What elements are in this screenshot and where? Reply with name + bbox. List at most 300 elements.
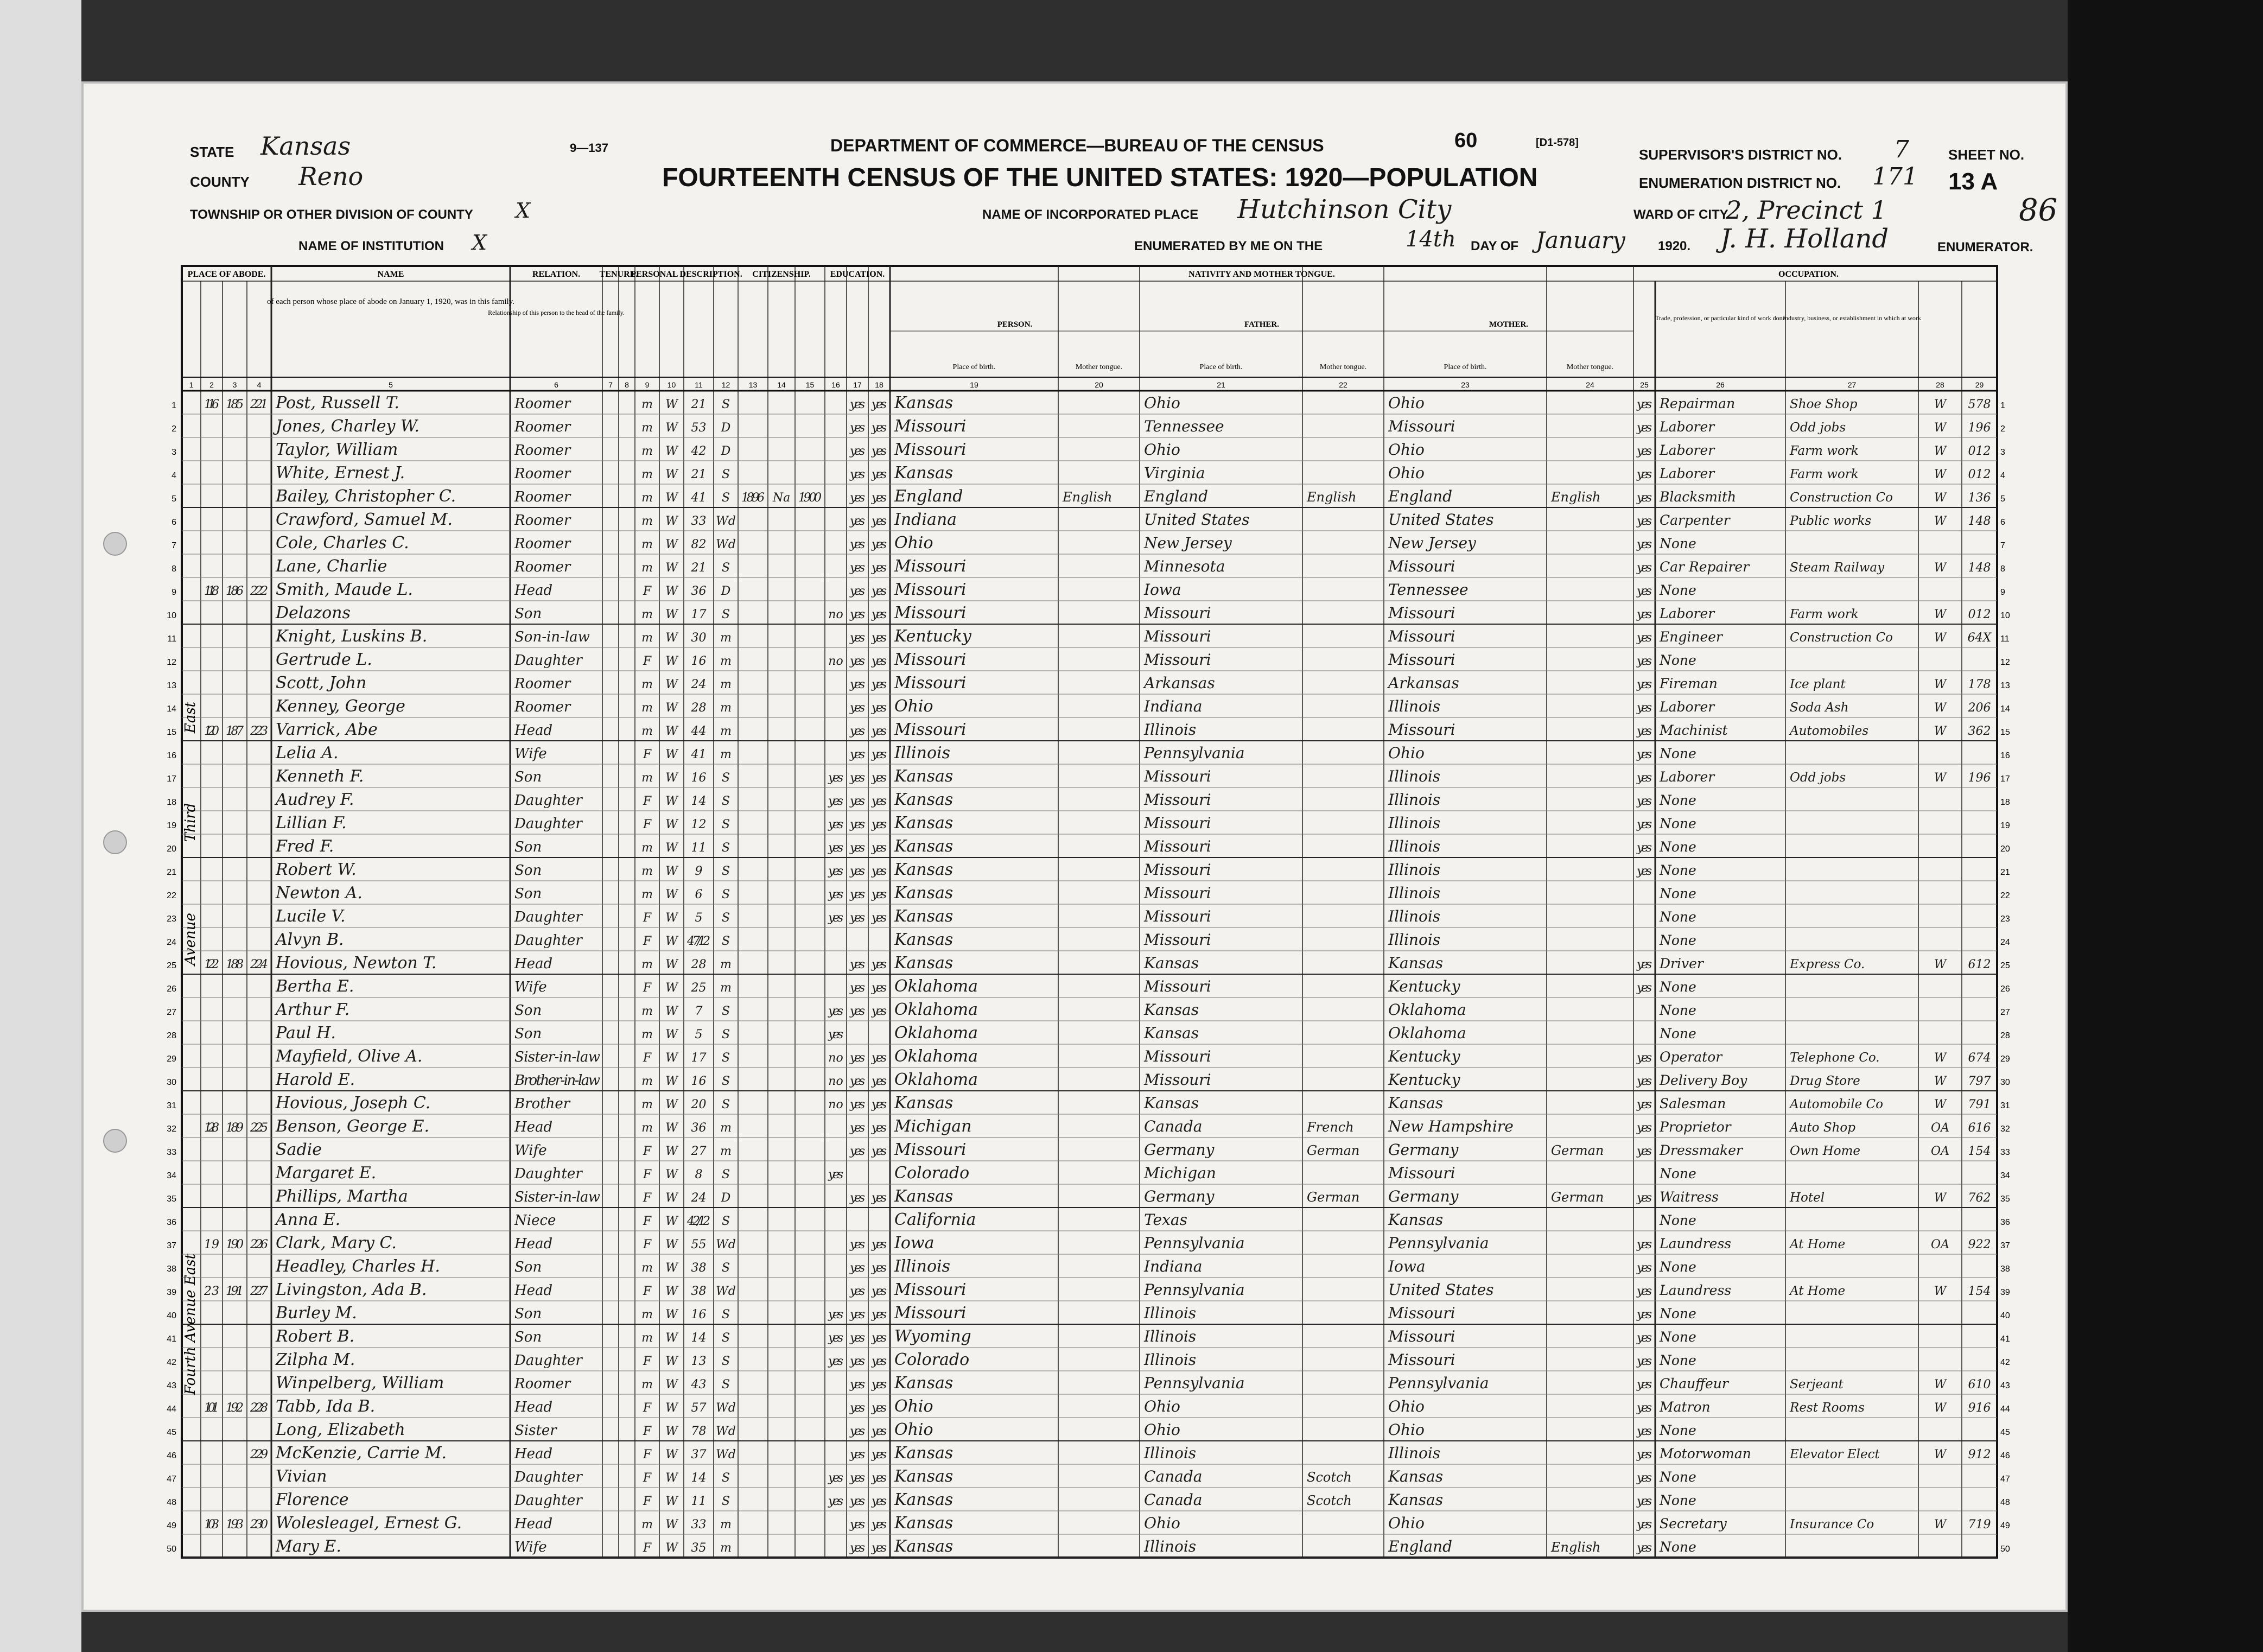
cell-birth: Illinois — [894, 1257, 951, 1276]
cell-birth: Illinois — [894, 744, 951, 763]
cell-industry: Soda Ash — [1790, 701, 1849, 715]
cell-age: 33 — [691, 514, 707, 528]
cell-sex: F — [643, 655, 652, 668]
cell-mbirth: Ohio — [1388, 441, 1425, 459]
cell-sex: F — [643, 1238, 652, 1251]
cell-birth: Iowa — [894, 1234, 935, 1253]
sheet-number-value: 13 A — [1948, 168, 1998, 195]
line-number: 41 — [2000, 1335, 2010, 1344]
cell-trade: None — [1660, 816, 1696, 831]
cell-age: 13 — [691, 1355, 707, 1368]
cell-relation: Daughter — [514, 1166, 582, 1182]
form-number: 9—137 — [570, 141, 608, 155]
state-label: STATE — [190, 144, 234, 160]
cell-age: 33 — [691, 1518, 707, 1532]
cell-trade: None — [1660, 886, 1696, 901]
cell-sex: m — [641, 841, 653, 855]
cell-school: yes — [828, 841, 843, 855]
cell-english: yes — [1637, 421, 1652, 435]
cell-trade: Repairman — [1660, 396, 1736, 411]
line-number: 41 — [167, 1335, 176, 1344]
cell-race: W — [665, 468, 678, 481]
cell-sex: m — [641, 1518, 653, 1532]
cell-english: yes — [1637, 701, 1652, 715]
cell-class: W — [1934, 1518, 1947, 1532]
cell-read: yes — [850, 1518, 865, 1532]
cell-mbirth: Missouri — [1388, 1351, 1455, 1369]
cell-sex: F — [643, 1425, 652, 1438]
cell-english: yes — [1637, 444, 1652, 458]
line-number: 1 — [171, 401, 176, 410]
cell-birth: Missouri — [894, 650, 967, 669]
cell-age: 11 — [691, 841, 707, 855]
cell-mbirth: Missouri — [1388, 651, 1455, 669]
line-number: 19 — [167, 821, 176, 830]
group-header-tenure: TENURE. — [599, 270, 638, 279]
cell-birth: Kansas — [894, 814, 953, 833]
cell-fbirth: Ohio — [1144, 441, 1180, 459]
cell-race: W — [665, 725, 678, 738]
cell-dwelling: 188 — [226, 958, 244, 971]
cell-school: yes — [828, 1308, 843, 1321]
cell-race: W — [665, 1448, 678, 1462]
cell-mbirth: Missouri — [1388, 721, 1455, 739]
cell-write: yes — [872, 748, 887, 761]
cell-relation: Head — [514, 1119, 553, 1135]
cell-mbirth: Kentucky — [1388, 1047, 1460, 1065]
cell-write: yes — [872, 538, 887, 551]
cell-sex: F — [643, 911, 652, 925]
cell-mbirth: Kansas — [1388, 1094, 1444, 1112]
cell-sex: F — [643, 795, 652, 808]
cell-name: Jones, Charley W. — [276, 417, 420, 436]
cell-english: yes — [1637, 795, 1652, 808]
line-number: 4 — [171, 471, 176, 480]
cell-write: yes — [872, 1051, 887, 1065]
cell-sex: F — [643, 1401, 652, 1415]
cell-name: Knight, Luskins B. — [276, 627, 428, 646]
cell-mbirth: Missouri — [1388, 1304, 1455, 1322]
cell-race: W — [665, 1495, 678, 1508]
cell-birth: Oklahoma — [894, 1000, 978, 1019]
cell-read: yes — [850, 841, 865, 855]
cell-trade: Laborer — [1660, 442, 1715, 458]
cell-trade: Machinist — [1660, 722, 1728, 738]
cell-relation: Daughter — [514, 816, 582, 832]
cell-fbirth: Missouri — [1144, 604, 1211, 622]
cell-sex: F — [643, 1191, 652, 1205]
cell-name: Varrick, Abe — [276, 720, 378, 739]
group-header-relation: RELATION. — [532, 270, 581, 279]
cell-class: OA — [1931, 1121, 1949, 1135]
cell-name: Kenney, George — [276, 697, 405, 716]
cell-race: W — [665, 818, 678, 831]
cell-marital: Wd — [716, 1401, 736, 1415]
year-label: 1920. — [1658, 239, 1691, 253]
institution-value: X — [472, 231, 487, 255]
cell-marital: m — [720, 1145, 732, 1158]
cell-english: yes — [1637, 818, 1652, 831]
cell-name: Bertha E. — [276, 977, 354, 996]
cell-marital: Wd — [716, 1238, 736, 1251]
cell-birth: Kansas — [894, 954, 953, 973]
cell-birth: Ohio — [894, 697, 933, 716]
cell-sex: F — [643, 584, 652, 598]
cell-write: yes — [872, 841, 887, 855]
cell-class: W — [1934, 1098, 1947, 1111]
cell-sex: F — [643, 935, 652, 948]
cell-trade: None — [1660, 1002, 1696, 1018]
cell-relation: Son — [514, 886, 542, 902]
cell-relation: Head — [514, 956, 553, 972]
cell-trade: Fireman — [1660, 676, 1718, 691]
line-number: 8 — [2000, 564, 2005, 574]
cell-birth: Missouri — [894, 557, 967, 576]
line-number: 49 — [167, 1521, 176, 1530]
line-number: 28 — [167, 1031, 176, 1040]
line-number: 17 — [167, 774, 176, 784]
cell-trade: Matron — [1660, 1399, 1711, 1415]
enumeration-district-value: 171 — [1872, 163, 1918, 190]
cell-english: yes — [1637, 1191, 1652, 1205]
cell-house: 23 — [204, 1285, 219, 1298]
cell-mbirth: Kansas — [1388, 1467, 1444, 1485]
cell-ftongue: Scotch — [1307, 1470, 1352, 1485]
line-number: 19 — [2000, 821, 2010, 830]
cell-code: 012 — [1968, 608, 1991, 621]
cell-write: yes — [872, 655, 887, 668]
cell-sex: m — [641, 514, 653, 528]
line-number: 47 — [2000, 1475, 2010, 1484]
cell-english: yes — [1637, 1098, 1652, 1111]
cell-read: yes — [850, 608, 865, 621]
sub-header-mother: MOTHER. — [1489, 320, 1529, 329]
cell-write: yes — [872, 1098, 887, 1111]
enumeration-district-label: ENUMERATION DISTRICT NO. — [1639, 175, 1841, 191]
cell-mbirth: Ohio — [1388, 744, 1425, 762]
cell-fbirth: United States — [1144, 511, 1250, 529]
cell-trade: Carpenter — [1660, 512, 1730, 528]
column-number: 26 — [1716, 380, 1725, 389]
cell-name: Fred F. — [276, 837, 334, 856]
institution-label: NAME OF INSTITUTION — [298, 239, 444, 253]
cell-fbirth: Texas — [1144, 1211, 1187, 1229]
cell-code: 912 — [1968, 1448, 1991, 1462]
cell-marital: Wd — [716, 514, 736, 528]
cell-trade: Laborer — [1660, 699, 1715, 715]
enumerated-label: ENUMERATED BY ME ON THE — [1134, 239, 1323, 253]
line-number: 42 — [167, 1358, 176, 1367]
cell-birth: Kansas — [894, 393, 953, 412]
line-number: 14 — [2000, 704, 2010, 714]
cell-code: 148 — [1968, 514, 1991, 528]
cell-race: W — [665, 888, 678, 901]
cell-name: Tabb, Ida B. — [276, 1397, 376, 1416]
cell-mbirth: Illinois — [1388, 861, 1441, 879]
cell-english: yes — [1637, 584, 1652, 598]
cell-marital: m — [720, 958, 732, 971]
cell-trade: Salesman — [1660, 1096, 1726, 1111]
enumerated-day: 14th — [1406, 227, 1456, 252]
department-heading: DEPARTMENT OF COMMERCE—BUREAU OF THE CENSUS — [830, 136, 1324, 155]
line-number: 25 — [2000, 961, 2010, 970]
cell-dwelling: 193 — [226, 1518, 244, 1532]
line-number: 22 — [167, 891, 176, 900]
cell-mbirth: Pennsylvania — [1388, 1234, 1489, 1252]
cell-class: W — [1934, 631, 1947, 645]
cell-write: yes — [872, 1518, 887, 1532]
cell-name: Margaret E. — [276, 1164, 377, 1183]
cell-english: yes — [1637, 1355, 1652, 1368]
cell-english: yes — [1637, 958, 1652, 971]
column-number: 12 — [721, 380, 730, 389]
county-value: Reno — [298, 162, 364, 191]
line-number: 25 — [167, 961, 176, 970]
line-number: 7 — [2000, 541, 2005, 550]
cell-name: Winpelberg, William — [276, 1374, 444, 1393]
cell-sex: m — [641, 1028, 653, 1041]
cell-age: 24 — [691, 678, 707, 691]
cell-age: 78 — [691, 1425, 707, 1438]
line-number: 6 — [2000, 518, 2005, 527]
cell-marital: S — [721, 491, 730, 505]
cell-write: yes — [872, 444, 887, 458]
cell-mbirth: Arkansas — [1388, 674, 1459, 692]
cell-ftongue: French — [1307, 1120, 1354, 1135]
cell-age: 14 — [691, 1331, 707, 1345]
cell-sex: m — [641, 1005, 653, 1018]
line-number: 12 — [167, 658, 176, 667]
cell-mbirth: Missouri — [1388, 627, 1455, 645]
cell-code: 791 — [1968, 1098, 1991, 1111]
cell-name: Benson, George E. — [276, 1117, 430, 1136]
cell-trade: Driver — [1660, 956, 1703, 971]
cell-write: yes — [872, 631, 887, 645]
cell-marital: S — [721, 1028, 730, 1041]
cell-write: yes — [872, 725, 887, 738]
cell-age: 4 2/12 — [687, 1215, 710, 1228]
cell-relation: Head — [514, 1446, 553, 1462]
column-number: 5 — [389, 380, 393, 389]
cell-trade: Engineer — [1660, 629, 1722, 645]
place-of-birth-header: Place of birth. — [1444, 363, 1487, 371]
cell-class: W — [1934, 1051, 1947, 1065]
cell-school: yes — [828, 818, 843, 831]
cell-class: W — [1934, 561, 1947, 575]
corner-note: 86 — [2019, 193, 2058, 228]
cell-english: yes — [1637, 1425, 1652, 1438]
line-number: 20 — [167, 844, 176, 854]
cell-marital: m — [720, 1541, 732, 1555]
cell-write: yes — [872, 1005, 887, 1018]
cell-english: yes — [1637, 398, 1652, 411]
cell-school: yes — [828, 1331, 843, 1345]
cell-english: yes — [1637, 865, 1652, 878]
cell-sex: m — [641, 631, 653, 645]
cell-name: Alvyn B. — [276, 930, 344, 949]
cell-race: W — [665, 1051, 678, 1065]
cell-birth: Kansas — [894, 1490, 953, 1509]
cell-name: Lane, Charlie — [276, 557, 387, 576]
cell-relation: Wife — [514, 1539, 547, 1555]
line-number: 45 — [2000, 1428, 2010, 1437]
cell-class: W — [1934, 444, 1947, 458]
cell-relation: Head — [514, 1282, 553, 1299]
cell-industry: Odd jobs — [1790, 421, 1846, 435]
cell-birth: Indiana — [894, 510, 957, 529]
line-number: 13 — [2000, 681, 2010, 690]
cell-name: Headley, Charles H. — [276, 1257, 440, 1276]
line-number: 16 — [167, 751, 176, 760]
cell-relation: Son — [514, 1259, 542, 1275]
line-number: 30 — [167, 1078, 176, 1087]
cell-fbirth: Illinois — [1144, 1327, 1197, 1345]
cell-marital: m — [720, 631, 732, 645]
line-number: 6 — [171, 518, 176, 527]
cell-sex: F — [643, 1285, 652, 1298]
cell-sex: m — [641, 491, 653, 505]
cell-mbirth: Pennsylvania — [1388, 1374, 1489, 1392]
cell-trade: None — [1660, 1259, 1696, 1275]
cell-class: W — [1934, 958, 1947, 971]
column-number: 17 — [853, 380, 862, 389]
group-header-nativity: NATIVITY AND MOTHER TONGUE. — [1188, 270, 1335, 279]
page-number: 60 — [1454, 129, 1478, 152]
county-label: COUNTY — [190, 174, 250, 190]
cell-fbirth: Minnesota — [1144, 557, 1225, 575]
column-number: 10 — [667, 380, 676, 389]
cell-mbirth: Illinois — [1388, 791, 1441, 809]
cell-relation: Head — [514, 1516, 553, 1532]
cell-english: yes — [1637, 981, 1652, 995]
cell-family: 226 — [250, 1238, 268, 1251]
cell-relation: Son — [514, 839, 542, 855]
line-number: 45 — [167, 1428, 176, 1437]
cell-class: OA — [1931, 1145, 1949, 1158]
cell-read: yes — [850, 538, 865, 551]
cell-name: Livingston, Ada B. — [276, 1280, 427, 1299]
cell-english: yes — [1637, 1308, 1652, 1321]
cell-marital: S — [721, 1471, 730, 1485]
cell-relation: Brother — [514, 1096, 570, 1112]
township-value: X — [516, 199, 531, 223]
line-number: 2 — [2000, 424, 2005, 434]
cell-age: 38 — [691, 1285, 707, 1298]
cell-code: 154 — [1968, 1145, 1991, 1158]
industry-column-description: Industry, business, or establishment in which at work — [1783, 314, 1921, 322]
cell-mbirth: Ohio — [1388, 1421, 1425, 1439]
line-number: 27 — [2000, 1008, 2010, 1017]
cell-age: 36 — [691, 1121, 707, 1135]
cell-race: W — [665, 398, 678, 411]
cell-immig: 1896 — [741, 491, 765, 505]
cell-fbirth: Germany — [1144, 1141, 1215, 1159]
cell-trade: Waitress — [1660, 1189, 1719, 1205]
cell-trade: Laundress — [1660, 1236, 1732, 1251]
cell-age: 53 — [691, 421, 707, 435]
cell-trade: None — [1660, 1539, 1696, 1555]
cell-marital: S — [721, 935, 730, 948]
cell-class: W — [1934, 701, 1947, 715]
cell-race: W — [665, 421, 678, 435]
cell-mbirth: New Hampshire — [1388, 1117, 1514, 1135]
cell-age: 16 — [691, 655, 707, 668]
line-number: 44 — [2000, 1405, 2010, 1414]
cell-name: Audrey F. — [276, 790, 354, 809]
line-number: 15 — [2000, 728, 2010, 737]
cell-birth: Oklahoma — [894, 977, 978, 996]
cell-english: yes — [1637, 1518, 1652, 1532]
mother-tongue-header: Mother tongue. — [1075, 363, 1123, 371]
cell-fbirth: Kansas — [1144, 1001, 1199, 1019]
cell-trade: None — [1660, 932, 1696, 948]
group-header-place-of_abode: PLACE OF ABODE. — [187, 270, 266, 279]
cell-write: yes — [872, 1355, 887, 1368]
cell-read: yes — [850, 1448, 865, 1462]
cell-english: yes — [1637, 1541, 1652, 1555]
cell-marital: S — [721, 1355, 730, 1368]
cell-trade: None — [1660, 979, 1696, 995]
cell-age: 21 — [691, 561, 707, 575]
line-number: 26 — [167, 984, 176, 994]
cell-age: 41 — [691, 748, 707, 761]
cell-marital: m — [720, 701, 732, 715]
cell-mbirth: Illinois — [1388, 837, 1441, 855]
line-number: 30 — [2000, 1078, 2010, 1087]
cell-marital: m — [720, 1518, 732, 1532]
cell-mbirth: Tennessee — [1388, 581, 1469, 599]
cell-school: no — [828, 1051, 843, 1065]
cell-birth: Kansas — [894, 1094, 953, 1113]
line-number: 29 — [2000, 1054, 2010, 1064]
cell-relation: Daughter — [514, 792, 582, 809]
cell-fbirth: Illinois — [1144, 1444, 1197, 1462]
cell-name: Crawford, Samuel M. — [276, 510, 453, 529]
cell-class: W — [1934, 398, 1947, 411]
cell-write: yes — [872, 1285, 887, 1298]
cell-age: 16 — [691, 1075, 707, 1088]
street-name: Third — [182, 803, 199, 842]
ward-label: WARD OF CITY — [1633, 207, 1728, 222]
cell-fbirth: Michigan — [1144, 1164, 1216, 1182]
cell-relation: Roomer — [514, 442, 571, 459]
line-number: 40 — [2000, 1311, 2010, 1320]
column-number: 21 — [1217, 380, 1225, 389]
cell-age: 41 — [691, 491, 707, 505]
cell-relation: Sister — [514, 1422, 557, 1439]
cell-age: 28 — [691, 701, 707, 715]
cell-fbirth: Missouri — [1144, 931, 1211, 949]
cell-sex: F — [643, 1051, 652, 1065]
cell-class: OA — [1931, 1238, 1949, 1251]
cell-trade: None — [1660, 1422, 1696, 1438]
cell-write: yes — [872, 888, 887, 901]
page-title: FOURTEENTH CENSUS OF THE UNITED STATES: 1920—POPULATION — [662, 163, 1538, 192]
cell-school: no — [828, 655, 843, 668]
cell-sex: F — [643, 1215, 652, 1228]
line-number: 16 — [2000, 751, 2010, 760]
cell-marital: S — [721, 1378, 730, 1392]
cell-race: W — [665, 631, 678, 645]
cell-mbirth: Kentucky — [1388, 1071, 1460, 1089]
cell-mbirth: Illinois — [1388, 884, 1441, 902]
cell-fbirth: Pennsylvania — [1144, 744, 1245, 762]
trade-column-description: Trade, profession, or particular kind of work done — [1655, 314, 1785, 322]
cell-read: yes — [850, 958, 865, 971]
cell-class: W — [1934, 1285, 1947, 1298]
cell-fbirth: Pennsylvania — [1144, 1374, 1245, 1392]
cell-birth: Missouri — [894, 673, 967, 692]
